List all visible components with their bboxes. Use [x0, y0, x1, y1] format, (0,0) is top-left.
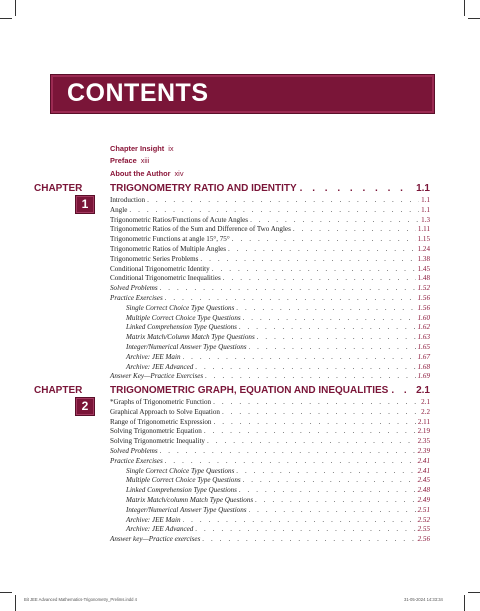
toc-entry-title: Answer Key—Practice Exercises: [110, 372, 204, 381]
toc-entry-page: 2.19: [417, 427, 430, 436]
toc-entry[interactable]: [110, 323, 430, 333]
dot-leader: [212, 265, 416, 275]
dot-leader: [243, 476, 416, 486]
crop-mark: [464, 595, 465, 611]
toc-entry[interactable]: [110, 314, 430, 324]
toc-entry-title: Linked Comprehension Type Questions: [126, 323, 237, 332]
toc-entry-title: Trigonometric Ratios of the Sum and Difference of Two Angles: [110, 225, 291, 234]
toc-entry-page: 1.15: [417, 235, 430, 244]
front-matter-item[interactable]: [110, 155, 184, 167]
toc-entry-title: Archive: JEE Advanced: [126, 362, 194, 371]
toc-entry-title: Angle: [110, 205, 128, 214]
toc-entry-title: Archive: JEE Main: [126, 515, 181, 524]
toc-entry[interactable]: [110, 525, 430, 535]
dot-leader: [207, 437, 416, 447]
dot-leader: [213, 418, 415, 428]
print-slug-timestamp: 31-05-2024 14:33:34: [404, 597, 443, 602]
crop-mark: [468, 18, 480, 19]
toc-entry[interactable]: [110, 408, 430, 418]
toc-entry-title: Conditional Trigonometric Identity: [110, 264, 210, 273]
toc-entry-page: 1.60: [417, 313, 430, 322]
toc-entry-page: 2.49: [417, 495, 430, 504]
toc-entry-title: Multiple Correct Choice Type Questions: [126, 476, 241, 485]
dot-leader: [239, 486, 416, 496]
crop-mark: [468, 592, 480, 593]
chapter-1-toc: [110, 196, 430, 382]
toc-entry-title: Solved Problems: [110, 284, 158, 293]
toc-entry-title: Matrix Match/column Match Type Questions: [126, 495, 254, 504]
toc-entry-page: 1.38: [417, 254, 430, 263]
toc-entry-page: 1.48: [417, 274, 430, 283]
toc-entry-page: 1.45: [417, 264, 430, 273]
dot-leader: [228, 245, 416, 255]
chapter-label: CHAPTER: [34, 183, 83, 194]
toc-entry-title: Archive: JEE Advanced: [126, 525, 194, 534]
toc-entry[interactable]: [110, 206, 430, 216]
toc-entry-page: 1.65: [417, 342, 430, 351]
toc-entry-page: 2.45: [417, 476, 430, 485]
dot-leader: [160, 447, 416, 457]
front-matter-page: xiii: [140, 156, 150, 166]
dot-leader: [165, 294, 416, 304]
dot-leader: [183, 516, 416, 526]
toc-entry-title: Trigonometric Series Problems: [110, 254, 199, 263]
toc-entry-page: 2.41: [417, 456, 430, 465]
toc-entry-title: Introduction: [110, 196, 146, 204]
toc-entry[interactable]: [110, 333, 430, 343]
toc-entry-title: Integer/Numerical Answer Type Questions: [126, 342, 247, 351]
toc-entry-page: 2.2: [421, 407, 430, 416]
dot-leader: [213, 398, 419, 408]
toc-entry-page: 2.48: [417, 486, 430, 495]
toc-entry-title: Multiple Correct Choice Type Questions: [126, 313, 241, 322]
dot-leader: [165, 457, 416, 467]
dot-leader: [223, 274, 416, 284]
chapter-number-badge: 1: [75, 195, 95, 214]
chapter-heading[interactable]: [110, 385, 430, 396]
toc-entry-page: 1.11: [417, 225, 430, 234]
chapter-number-badge: 2: [75, 397, 95, 416]
dot-leader: [249, 506, 416, 516]
toc-entry-page: 2.56: [417, 535, 430, 544]
toc-entry[interactable]: [110, 516, 430, 526]
toc-entry-page: 1.68: [417, 362, 430, 371]
toc-entry[interactable]: [110, 486, 430, 496]
crop-mark: [0, 18, 12, 19]
toc-entry-page: 2.11: [417, 417, 430, 426]
dot-leader: [391, 385, 413, 396]
toc-entry-title: Integer/Numerical Answer Type Questions: [126, 505, 247, 514]
toc-entry-title: *Graphs of Trigonometric Function: [110, 398, 212, 406]
toc-entry-page: 1.69: [417, 372, 430, 381]
print-slug-file: Bit JEE Advanced Mathematics-Trigonometry_Prelims.indd 4: [24, 597, 137, 602]
toc-entry-page: 1.56: [417, 293, 430, 302]
toc-entry-title: Solving Trigonometric Equation: [110, 427, 202, 436]
toc-entry[interactable]: [110, 506, 430, 516]
toc-entry[interactable]: [110, 216, 430, 226]
toc-entry[interactable]: [110, 476, 430, 486]
dot-leader: [202, 535, 415, 545]
toc-entry-page: 2.52: [417, 515, 430, 524]
toc-entry-page: 1.63: [417, 333, 430, 342]
dot-leader: [257, 333, 416, 343]
toc-entry-title: Trigonometric Ratios/Functions of Acute Angles: [110, 215, 249, 224]
dot-leader: [204, 427, 416, 437]
toc-entry-title: Practice Exercises: [110, 293, 163, 302]
toc-entry-page: 1.56: [417, 303, 430, 312]
dot-leader: [195, 363, 415, 373]
dot-leader: [129, 206, 419, 216]
toc-entry-title: Matrix Match/Column Match Type Questions: [126, 333, 255, 342]
toc-entry-page: 1.3: [421, 215, 430, 224]
toc-entry-title: Trigonometric Functions at angle 15°, 75°: [110, 235, 230, 244]
toc-entry-page: 1.1: [421, 205, 430, 214]
toc-entry[interactable]: [110, 265, 430, 275]
toc-entry[interactable]: [110, 372, 430, 382]
toc-entry[interactable]: [110, 245, 430, 255]
toc-entry[interactable]: [110, 343, 430, 353]
front-matter-item[interactable]: [110, 168, 184, 180]
toc-entry[interactable]: [110, 304, 430, 314]
toc-entry-page: 2.41: [417, 466, 430, 475]
toc-entry-page: 1.62: [417, 323, 430, 332]
dot-leader: [239, 323, 416, 333]
toc-entry-page: 1.24: [417, 244, 430, 253]
front-matter-page: xiv: [174, 168, 184, 178]
toc-entry-title: Single Correct Choice Type Questions: [126, 466, 235, 475]
toc-entry-title: Answer key—Practice exercises: [110, 535, 201, 544]
dot-leader: [160, 284, 416, 294]
crop-mark: [15, 595, 16, 611]
front-matter-page: ix: [168, 144, 174, 153]
dot-leader: [232, 235, 416, 245]
toc-entry[interactable]: [110, 437, 430, 447]
toc-entry-title: Graphical Approach to Solve Equation: [110, 407, 220, 416]
dot-leader: [249, 343, 416, 353]
toc-entry[interactable]: [110, 496, 430, 506]
dot-leader: [147, 196, 419, 206]
toc-entry[interactable]: [110, 353, 430, 363]
contents-banner: [50, 74, 435, 114]
toc-entry[interactable]: [110, 255, 430, 265]
dot-leader: [300, 183, 413, 194]
toc-entry-title: Solved Problems: [110, 446, 158, 455]
toc-entry-page: 2.39: [417, 446, 430, 455]
toc-entry-page: 2.1: [421, 398, 430, 406]
toc-entry[interactable]: [110, 284, 430, 294]
toc-entry[interactable]: [110, 196, 430, 206]
toc-entry-page: 2.55: [417, 525, 430, 534]
chapter-label: CHAPTER: [34, 385, 83, 396]
toc-entry-page: 2.51: [417, 505, 430, 514]
dot-leader: [250, 216, 419, 226]
front-matter-label: About the Author: [110, 168, 171, 178]
toc-entry-page: 1.52: [417, 284, 430, 293]
dot-leader: [236, 467, 415, 477]
toc-entry-title: Linked Comprehension Type Questions: [126, 486, 237, 495]
toc-entry[interactable]: [110, 418, 430, 428]
front-matter-label: Preface: [110, 156, 137, 166]
dot-leader: [243, 314, 416, 324]
toc-entry-page: 1.1: [421, 196, 430, 204]
toc-entry-title: Single Correct Choice Type Questions: [126, 303, 235, 312]
front-matter-label: Chapter Insight: [110, 144, 165, 153]
chapter-page: 1.1: [416, 183, 430, 194]
toc-entry-title: Practice Exercises: [110, 456, 163, 465]
toc-entry-page: 1.67: [417, 352, 430, 361]
crop-mark: [464, 0, 465, 16]
toc-entry-title: Archive: JEE Main: [126, 352, 181, 361]
dot-leader: [293, 225, 416, 235]
toc-entry[interactable]: [110, 274, 430, 284]
toc-entry-title: Range of Trigonometric Expression: [110, 417, 212, 426]
crop-mark: [15, 0, 16, 16]
toc-entry[interactable]: [110, 467, 430, 477]
toc-entry[interactable]: [110, 363, 430, 373]
chapter-2-toc: [110, 398, 430, 545]
toc-entry[interactable]: [110, 398, 430, 408]
toc-entry[interactable]: [110, 294, 430, 304]
chapter-title: TRIGONOMETRY RATIO AND IDENTITY: [110, 183, 297, 194]
dot-leader: [195, 525, 415, 535]
dot-leader: [183, 353, 416, 363]
toc-entry-title: Solving Trigonometric Inequality: [110, 437, 205, 446]
front-matter-item[interactable]: [110, 143, 184, 155]
dot-leader: [200, 255, 415, 265]
toc-entry[interactable]: [110, 447, 430, 457]
toc-entry[interactable]: [110, 535, 430, 545]
dot-leader: [222, 408, 419, 418]
toc-entry[interactable]: [110, 457, 430, 467]
dot-leader: [205, 372, 415, 382]
chapter-page: 2.1: [416, 385, 430, 396]
toc-entry[interactable]: [110, 235, 430, 245]
chapter-title: TRIGONOMETRIC GRAPH, EQUATION AND INEQUALITIES: [110, 385, 389, 396]
dot-leader: [236, 304, 415, 314]
toc-entry-title: Conditional Trigonometric Inequalities: [110, 274, 221, 283]
toc-entry[interactable]: [110, 427, 430, 437]
front-matter-list: [110, 143, 184, 180]
page-title: CONTENTS: [67, 79, 209, 107]
toc-entry-page: 2.35: [417, 437, 430, 446]
dot-leader: [255, 496, 415, 506]
toc-entry-title: Trigonometric Ratios of Multiple Angles: [110, 244, 226, 253]
crop-mark: [0, 592, 12, 593]
chapter-heading[interactable]: [110, 183, 430, 194]
toc-entry[interactable]: [110, 225, 430, 235]
